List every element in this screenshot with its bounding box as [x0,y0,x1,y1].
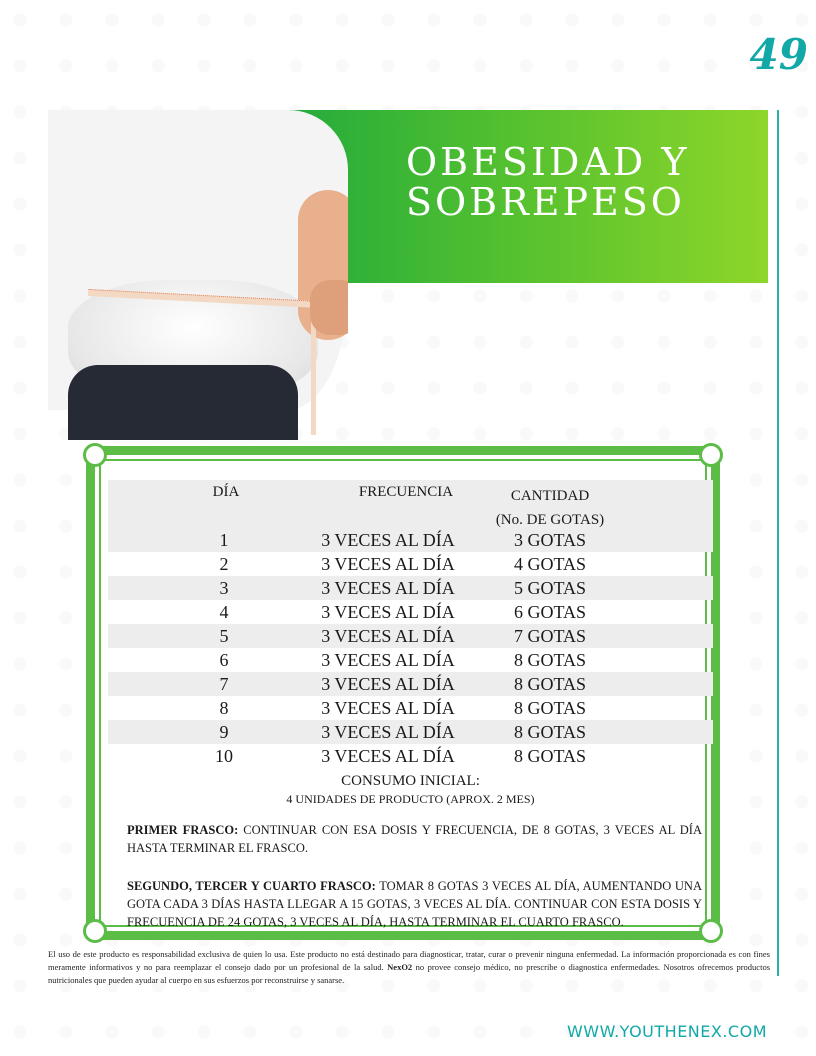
cell-cantidad: 6 GOTAS [513,602,587,622]
frame-corner [83,443,107,467]
cell-cantidad: 4 GOTAS [513,554,587,574]
title-line-2: SOBREPESO [406,180,685,224]
cell-frecuencia: 3 VECES AL DÍA [321,626,455,646]
table-row [108,744,713,768]
segundo-frasco-label: SEGUNDO, TERCER Y CUARTO FRASCO: [127,879,376,893]
cell-dia: 2 [219,554,229,574]
header-cantidad-sub: (No. DE GOTAS) [495,512,605,528]
primer-frasco-label: PRIMER FRASCO: [127,823,239,837]
cell-frecuencia: 3 VECES AL DÍA [321,674,455,694]
table-row [108,624,713,648]
cell-cantidad: 3 GOTAS [513,530,587,550]
cell-cantidad: 8 GOTAS [513,722,587,742]
header-frecuencia: FRECUENCIA [358,484,454,500]
frame-corner [699,919,723,943]
table-row [108,648,713,672]
table-row [108,720,713,744]
page-title [406,142,689,222]
cell-cantidad: 8 GOTAS [513,746,587,766]
cell-cantidad: 8 GOTAS [513,698,587,718]
cell-dia: 8 [219,698,229,718]
cell-cantidad: 8 GOTAS [513,674,587,694]
title-line-1: OBESIDAD Y [406,140,690,184]
disclaimer-part-1: El uso de este producto es responsabilidad exclusiva de quien lo usa. Este producto no está destinado para diagnosticar, tratar, curar o prevenir ninguna enfermedad. La información proporcionada es con fines meramente informativos y no para reemplazar el consejo dado por un profesional de la salud. [48,949,770,972]
consumo-title: CONSUMO INICIAL: [341,773,480,789]
disclaimer-brand: NexO2 [387,962,413,972]
photo-pants [68,365,298,440]
cell-frecuencia: 3 VECES AL DÍA [321,578,455,598]
photo-hand [310,280,348,335]
segundo-frasco-text: TOMAR 8 GOTAS 3 VECES AL DÍA, AUMENTANDO UNA GOTA CADA 3 DÍAS HASTA LLEGAR A 15 GOTAS, 3 VECES AL DÍA. CONTINUAR CON ESTA DOSIS Y FRECUENCIA DE 24 GOTAS, 3 VECES AL DÍA, HASTA TERMINAR EL CUARTO FRASCO. [127,879,702,929]
cell-cantidad: 5 GOTAS [513,578,587,598]
table-body [108,528,713,768]
primer-frasco-text: CONTINUAR CON ESA DOSIS Y FRECUENCIA, DE 8 GOTAS, 3 VECES AL DÍA HASTA TERMINAR EL FRASCO. [127,823,702,855]
dosage-table [108,480,713,768]
cell-dia: 9 [219,722,229,742]
header-cantidad-label: CANTIDAD [510,488,590,504]
frame-corner [83,919,107,943]
cell-dia: 1 [219,530,229,550]
cell-dia: 3 [219,578,229,598]
cell-frecuencia: 3 VECES AL DÍA [321,722,455,742]
table-row [108,672,713,696]
table-row [108,528,713,552]
cell-frecuencia: 3 VECES AL DÍA [321,530,455,550]
person-photo [48,110,348,440]
cell-frecuencia: 3 VECES AL DÍA [321,698,455,718]
table-header [108,480,713,528]
consumo-inicial [108,772,713,808]
cell-cantidad: 7 GOTAS [513,626,587,646]
cell-frecuencia: 3 VECES AL DÍA [321,602,455,622]
cell-frecuencia: 3 VECES AL DÍA [321,746,455,766]
table-row [108,552,713,576]
right-rule [777,110,779,976]
cell-dia: 6 [219,650,229,670]
website-link[interactable]: WWW.YOUTHENEX.COM [566,1022,767,1041]
cell-dia: 7 [219,674,229,694]
table-row [108,576,713,600]
page-number: 49 [749,30,808,79]
segundo-frasco-paragraph [127,877,702,931]
table-row [108,696,713,720]
frame-corner [699,443,723,467]
disclaimer-part-2: no provee consejo médico, no prescribe o diagnostica enfermedades. Nosotros ofrecemos productos nutricionales que pueden ayudar al cuerpo en sus esfuerzos por reconstruirse y sanarse. [48,962,771,985]
cell-dia: 5 [219,626,229,646]
cell-dia: 10 [215,746,233,766]
cell-cantidad: 8 GOTAS [513,650,587,670]
cell-dia: 4 [219,602,229,622]
consumo-detail: 4 UNIDADES DE PRODUCTO (APROX. 2 MES) [286,792,535,806]
cell-frecuencia: 3 VECES AL DÍA [321,650,455,670]
cell-frecuencia: 3 VECES AL DÍA [321,554,455,574]
header-dia: DÍA [212,484,240,500]
header-cantidad [480,484,620,532]
primer-frasco-paragraph [127,821,702,857]
disclaimer [48,948,770,987]
table-row [108,600,713,624]
